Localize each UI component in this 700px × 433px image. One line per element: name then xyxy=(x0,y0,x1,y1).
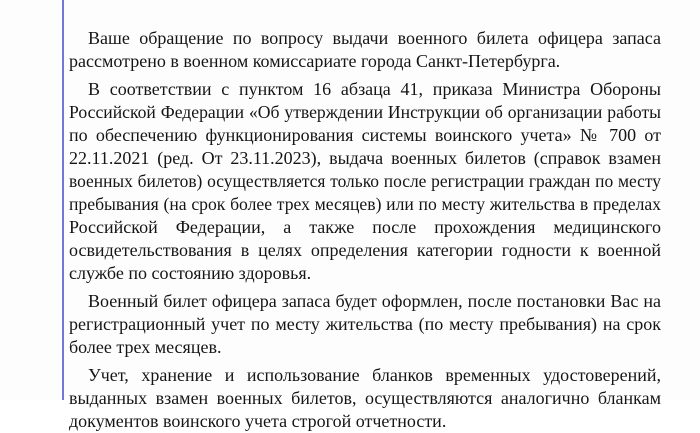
text-line: Военный билет офицера запаса будет оформлен, после постановки Вас на xyxy=(88,291,661,311)
margin-line xyxy=(62,0,64,400)
text-line: более трех месяцев. xyxy=(69,337,222,357)
text-line: по обеспечению функционирования системы воинского учета» № 700 от xyxy=(69,125,661,145)
text-line: рассмотрено в военном комиссариате города Санкт-Петербурга. xyxy=(69,51,561,71)
text-line: освидетельствования в целях определения категории годности к военной xyxy=(69,240,661,260)
text-line: документов воинского учета строгой отчетности. xyxy=(69,411,447,431)
text-line: пребывания (на срок более трех месяцев) или по месту жительства в пределах xyxy=(69,194,661,214)
text-line: выданных взамен военных билетов, осуществляются аналогично бланкам xyxy=(69,388,661,408)
text-line: Российской Федерации, а также после прохождения медицинского xyxy=(69,217,661,237)
text-line: В соответствии с пунктом 16 абзаца 41, приказа Министра Обороны xyxy=(88,79,661,99)
paragraph-2 xyxy=(69,78,661,285)
text-line: службе по состоянию здоровья. xyxy=(69,263,312,283)
text-line: военных билетов) осуществляется только после регистрации граждан по месту xyxy=(69,171,661,191)
paragraph-1 xyxy=(69,27,661,73)
document-body xyxy=(69,27,661,433)
text-line: Российской Федерации «Об утверждении Инструкции об организации работы xyxy=(69,102,661,122)
paragraph-4 xyxy=(69,364,661,433)
text-line: Ваше обращение по вопросу выдачи военного билета офицера запаса xyxy=(88,28,661,48)
paragraph-3 xyxy=(69,290,661,359)
text-line: регистрационный учет по месту жительства (по месту пребывания) на срок xyxy=(69,314,661,334)
text-line: 22.11.2021 (ред. От 23.11.2023), выдача военных билетов (справок взамен xyxy=(69,148,661,168)
text-line: Учет, хранение и использование бланков временных удостоверений, xyxy=(88,365,661,385)
